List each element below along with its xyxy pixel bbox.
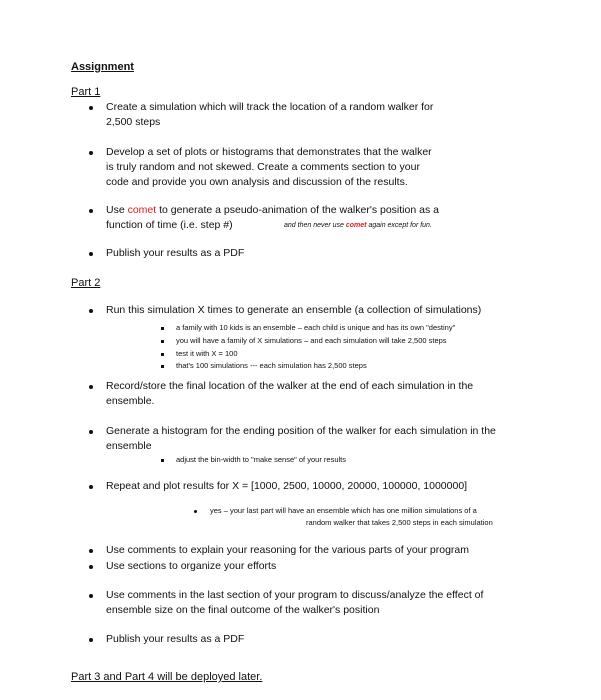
bullet-icon: [89, 638, 93, 642]
square-bullet-icon: [161, 327, 164, 330]
sub-item: a family with 10 kids is an ensemble – each child is unique and has its own "destiny": [176, 323, 456, 332]
bullet-icon: [89, 151, 93, 155]
list-item: Publish your results as a PDF: [106, 247, 245, 259]
list-item: Use comments in the last section of your program to discuss/analyze the effect of ensemble size on the final outcome of the walker's position: [106, 589, 484, 616]
square-bullet-icon: [161, 459, 164, 462]
list-item: Create a simulation which will track the location of a random walker for 2,500 steps: [106, 101, 434, 128]
list-item: Run this simulation X times to generate an ensemble (a collection of simulations): [106, 304, 482, 316]
comet-highlight: comet: [127, 204, 157, 216]
bullet-icon: [89, 430, 93, 434]
list-item: Use sections to organize your efforts: [106, 560, 277, 572]
bullet-icon: [194, 510, 197, 513]
list-item: Record/store the final location of the walker at the end of each simulation in the ensemble.: [106, 380, 474, 407]
list-item: Use comments to explain your reasoning for the various parts of your program: [106, 544, 470, 556]
sub-item: adjust the bin-width to "make sense" of your results: [176, 455, 346, 464]
sub-item: test it with X = 100: [176, 349, 238, 358]
square-bullet-icon: [161, 353, 164, 356]
footer-note: Part 3 and Part 4 will be deployed later.: [71, 671, 263, 683]
bullet-icon: [89, 549, 93, 553]
bullet-icon: [89, 565, 93, 569]
page-title: Assignment: [71, 61, 134, 73]
bullet-icon: [89, 209, 93, 213]
bullet-icon: [89, 106, 93, 110]
bullet-icon: [89, 252, 93, 256]
square-bullet-icon: [161, 340, 164, 343]
bullet-icon: [89, 594, 93, 598]
sub-item: yes – your last part will have an ensemble which has one million simulations of a: [210, 506, 477, 515]
list-item: Use comet to generate a pseudo-animation of the walker's position as a function of time (i.e. step #): [106, 204, 439, 231]
sub-item: that's 100 simulations --- each simulation has 2,500 steps: [176, 361, 367, 370]
square-bullet-icon: [161, 365, 164, 368]
bullet-icon: [89, 485, 93, 489]
bullet-icon: [89, 309, 93, 313]
list-item: Develop a set of plots or histograms that demonstrates that the walker is truly random and not skewed. Create a comments section to your code and provide you own analysis and discussion of the results.: [106, 146, 432, 188]
sub-item: you will have a family of X simulations – and each simulation will take 2,500 steps: [176, 336, 447, 345]
sub-item: random walker that takes 2,500 steps in each simulation: [306, 518, 493, 527]
list-item: Generate a histogram for the ending position of the walker for each simulation in the ensemble: [106, 425, 496, 452]
comet-note: and then never use comet again except for fun.: [284, 222, 432, 229]
list-item: Repeat and plot results for X = [1000, 2500, 10000, 20000, 100000, 1000000]: [106, 480, 468, 492]
part-2-heading: Part 2: [71, 277, 101, 289]
list-item: Publish your results as a PDF: [106, 633, 245, 645]
part-1-heading: Part 1: [71, 86, 101, 98]
bullet-icon: [89, 385, 93, 389]
